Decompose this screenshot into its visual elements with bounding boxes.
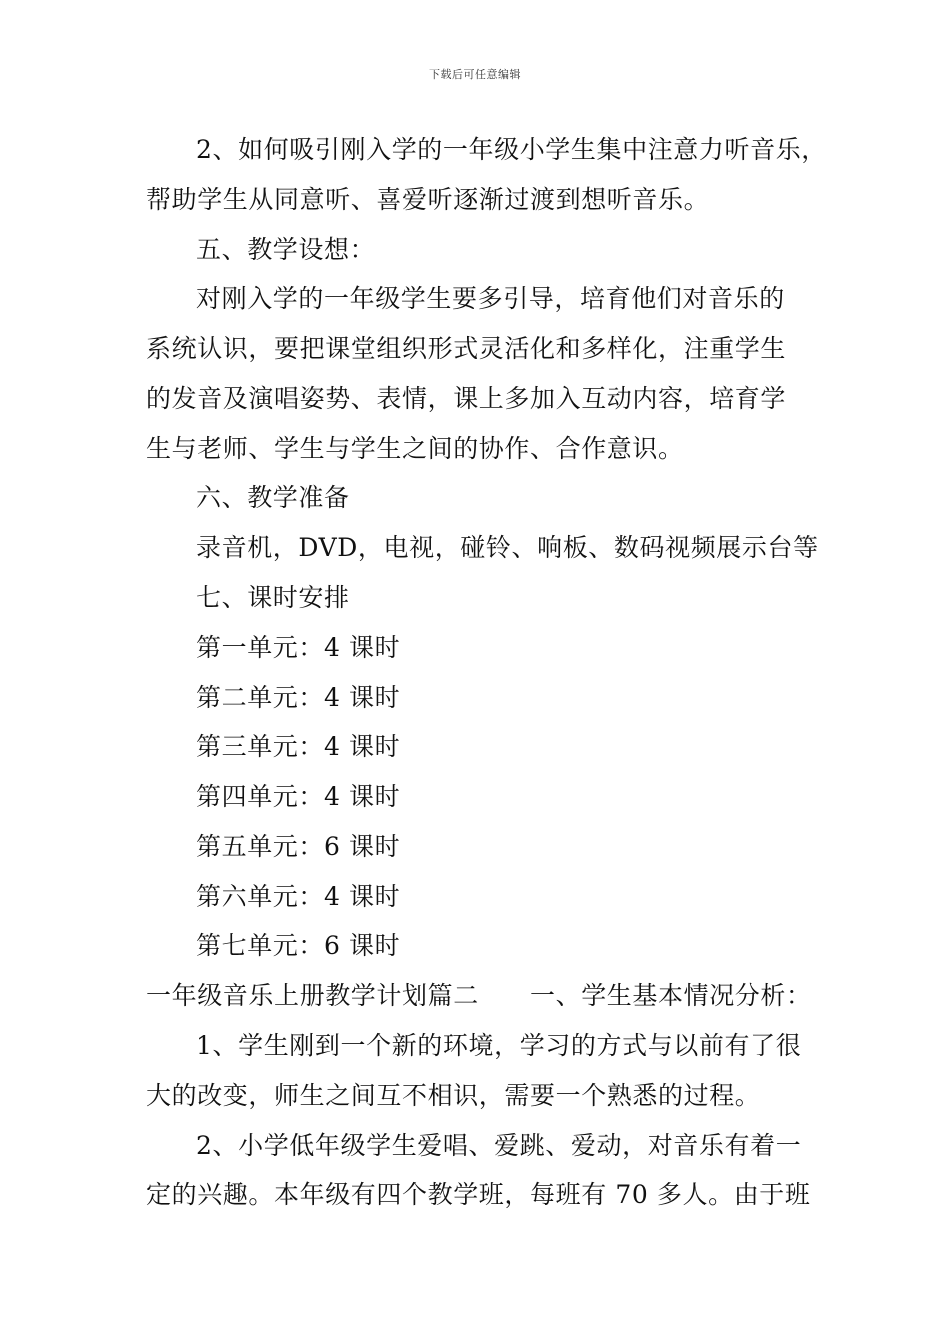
- list-item: 第三单元：4 课时: [196, 732, 401, 761]
- list-item: 第六单元：4 课时: [196, 882, 401, 911]
- paragraph-line: 2、小学低年级学生爱唱、爱跳、爱动，对音乐有着一: [196, 1131, 802, 1160]
- section-heading: 六、教学准备: [196, 483, 350, 512]
- list-item: 第七单元：6 课时: [196, 931, 401, 960]
- header-note: 下载后可任意编辑: [429, 68, 521, 81]
- paragraph-line: 的发音及演唱姿势、表情，课上多加入互动内容，培育学: [146, 384, 787, 413]
- list-item: 第二单元：4 课时: [196, 683, 401, 712]
- paragraph-line: 对刚入学的一年级学生要多引导，培育他们对音乐的: [196, 284, 785, 313]
- list-item: 第四单元：4 课时: [196, 782, 401, 811]
- section-heading: 七、课时安排: [196, 583, 350, 612]
- paragraph-line: 系统认识，要把课堂组织形式灵活化和多样化，注重学生: [146, 334, 787, 363]
- section-heading: 五、教学设想：: [196, 235, 376, 264]
- paragraph-line: 2、如何吸引刚入学的一年级小学生集中注意力听音乐，: [196, 135, 827, 164]
- paragraph-line: 录音机，DVD，电视，碰铃、响板、数码视频展示台等: [196, 533, 819, 562]
- paragraph-line: 大的改变，师生之间互不相识，需要一个熟悉的过程。: [146, 1081, 761, 1110]
- section-title: 一年级音乐上册教学计划篇二 一、学生基本情况分析：: [146, 981, 812, 1010]
- paragraph-line: 1、学生刚到一个新的环境，学习的方式与以前有了很: [196, 1031, 802, 1060]
- paragraph-line: 定的兴趣。本年级有四个教学班，每班有 70 多人。由于班: [146, 1180, 811, 1209]
- list-item: 第一单元：4 课时: [196, 633, 401, 662]
- list-item: 第五单元：6 课时: [196, 832, 401, 861]
- paragraph-line: 帮助学生从同意听、喜爱听逐渐过渡到想听音乐。: [146, 185, 710, 214]
- paragraph-line: 生与老师、学生与学生之间的协作、合作意识。: [146, 434, 684, 463]
